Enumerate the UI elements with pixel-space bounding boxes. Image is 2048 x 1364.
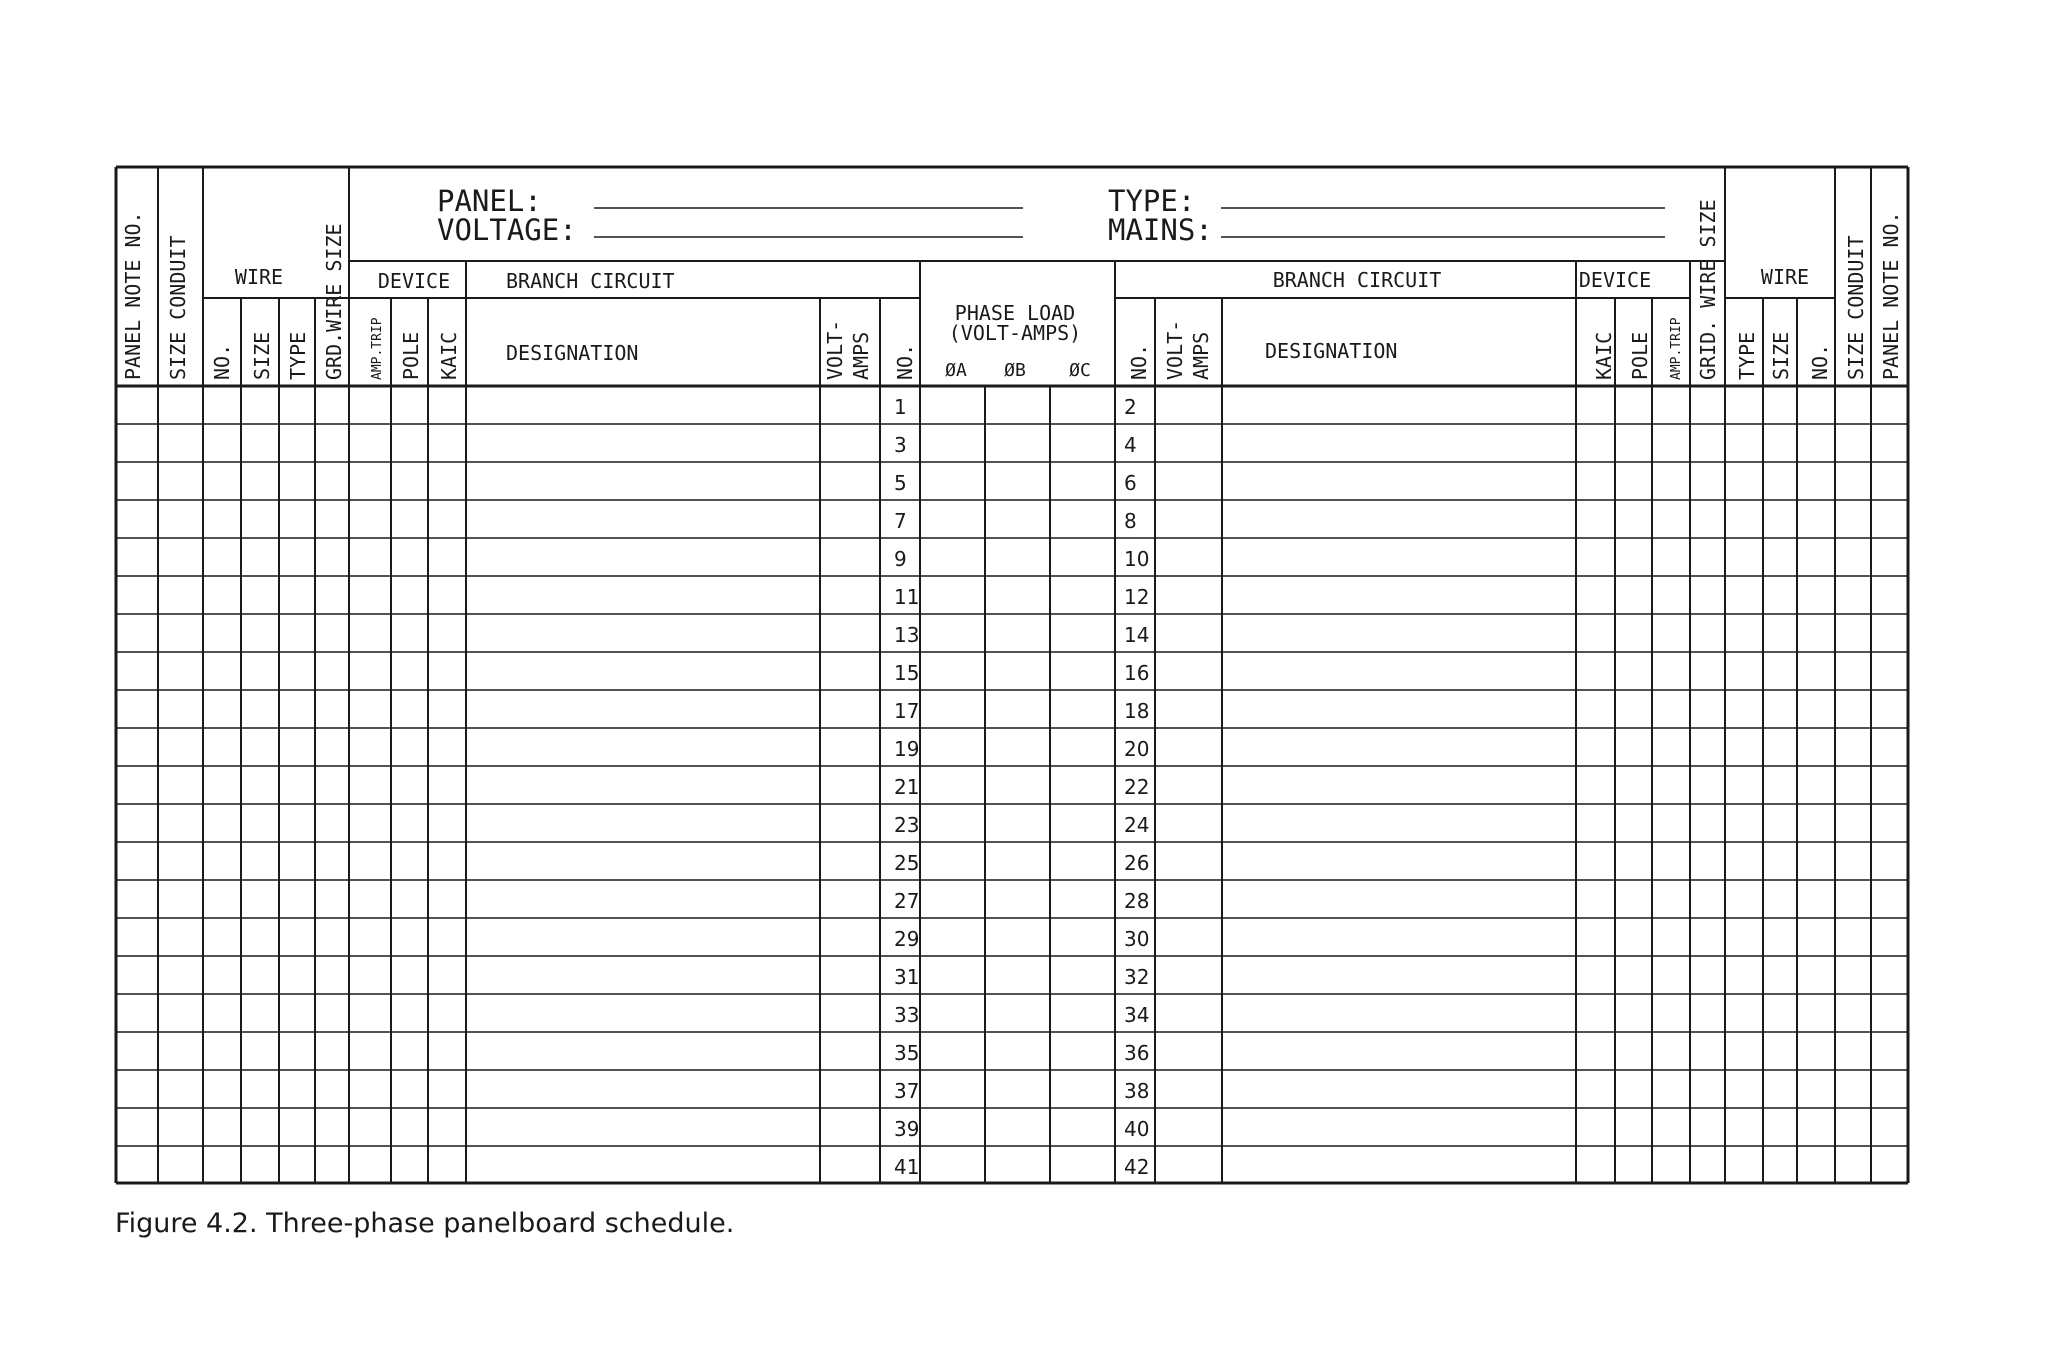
circuit-number-even: 30 (1124, 927, 1150, 951)
circuit-number-even: 2 (1124, 395, 1137, 419)
left-circuit-no-header: NO. (893, 343, 917, 380)
left-wire-no-header: NO. (210, 343, 234, 380)
right-wire-type-header: TYPE (1735, 331, 1759, 380)
left-amp-trip-header: AMP.TRIP (370, 317, 385, 380)
right-device-header: DEVICE (1578, 268, 1652, 292)
panel-label: PANEL: (437, 184, 542, 218)
circuit-number-odd: 17 (894, 699, 920, 723)
right-pole-header: POLE (1628, 331, 1652, 380)
circuit-number-even: 16 (1124, 661, 1150, 685)
circuit-number-even: 18 (1124, 699, 1150, 723)
right-wire-no-header: NO. (1808, 343, 1832, 380)
left-wire-size-header: SIZE (250, 331, 274, 380)
circuit-number-odd: 41 (894, 1155, 920, 1179)
right-panel-note-no-header: PANEL NOTE NO. (1879, 211, 1903, 380)
circuit-number-even: 6 (1124, 471, 1137, 495)
circuit-number-even: 4 (1124, 433, 1137, 457)
left-pole-header: POLE (399, 331, 423, 380)
phase-a-header: ØA (945, 360, 967, 381)
circuit-number-odd: 31 (894, 965, 920, 989)
circuit-number-odd: 3 (894, 433, 907, 457)
circuit-number-even: 34 (1124, 1003, 1150, 1027)
left-wire-header: WIRE (234, 265, 284, 289)
circuit-number-odd: 29 (894, 927, 920, 951)
circuit-number-odd: 15 (894, 661, 920, 685)
circuit-number-odd: 7 (894, 509, 907, 533)
circuit-number-odd: 39 (894, 1117, 920, 1141)
circuit-number-odd: 9 (894, 547, 907, 571)
figure-caption: Figure 4.2. Three-phase panelboard schedule. (115, 1208, 735, 1239)
circuit-number-even: 22 (1124, 775, 1150, 799)
right-circuit-no-header: NO. (1127, 343, 1151, 380)
phase-load-title: PHASE LOAD (954, 301, 1076, 325)
circuit-number-odd: 35 (894, 1041, 920, 1065)
circuit-number-even: 8 (1124, 509, 1137, 533)
circuit-number-odd: 25 (894, 851, 920, 875)
left-volt-amps-header-2: AMPS (849, 331, 873, 380)
phase-c-header: ØC (1069, 360, 1091, 381)
right-grd-wire-size-header: GRID. WIRE SIZE (1696, 199, 1720, 380)
circuit-number-even: 14 (1124, 623, 1150, 647)
circuit-number-odd: 23 (894, 813, 920, 837)
right-wire-size-header: SIZE (1769, 331, 1793, 380)
right-kaic-header: KAIC (1592, 331, 1616, 380)
circuit-number-even: 28 (1124, 889, 1150, 913)
circuit-number-even: 36 (1124, 1041, 1150, 1065)
circuit-number-even: 10 (1124, 547, 1150, 571)
circuit-number-even: 32 (1124, 965, 1150, 989)
right-branch-circuit-header: BRANCH CIRCUIT (1272, 268, 1442, 292)
right-volt-amps-header-1: VOLT- (1163, 319, 1187, 380)
left-device-header: DEVICE (377, 269, 451, 293)
circuit-number-even: 20 (1124, 737, 1150, 761)
phase-load-units: (VOLT-AMPS) (948, 321, 1082, 345)
circuit-number-even: 12 (1124, 585, 1150, 609)
circuit-number-odd: 19 (894, 737, 920, 761)
circuit-number-odd: 11 (894, 585, 920, 609)
circuit-number-even: 26 (1124, 851, 1150, 875)
right-amp-trip-header: AMP.TRIP (1669, 317, 1684, 380)
phase-b-header: ØB (1004, 360, 1026, 381)
left-designation-header: DESIGNATION (506, 341, 639, 365)
circuit-number-even: 42 (1124, 1155, 1150, 1179)
left-grd-wire-size-header: GRD.WIRE SIZE (322, 223, 346, 380)
left-panel-note-no-header: PANEL NOTE NO. (121, 211, 145, 380)
circuit-number-even: 40 (1124, 1117, 1150, 1141)
circuit-number-odd: 13 (894, 623, 920, 647)
circuit-number-odd: 5 (894, 471, 907, 495)
left-kaic-header: KAIC (437, 331, 461, 380)
circuit-number-odd: 37 (894, 1079, 920, 1103)
right-volt-amps-header-2: AMPS (1189, 331, 1213, 380)
left-branch-circuit-header: BRANCH CIRCUIT (506, 269, 675, 293)
left-wire-type-header: TYPE (286, 331, 310, 380)
circuit-number-odd: 27 (894, 889, 920, 913)
circuit-number-odd: 33 (894, 1003, 920, 1027)
right-size-conduit-header: SIZE CONDUIT (1844, 235, 1868, 380)
voltage-label: VOLTAGE: (437, 213, 577, 247)
type-label: TYPE: (1108, 184, 1196, 218)
circuit-number-odd: 21 (894, 775, 920, 799)
circuit-number-odd: 1 (894, 395, 907, 419)
left-size-conduit-header: SIZE CONDUIT (166, 235, 190, 380)
right-wire-header: WIRE (1760, 265, 1810, 289)
circuit-number-even: 24 (1124, 813, 1150, 837)
mains-label: MAINS: (1108, 213, 1213, 247)
left-volt-amps-header-1: VOLT- (823, 319, 847, 380)
right-designation-header: DESIGNATION (1265, 339, 1398, 363)
circuit-number-even: 38 (1124, 1079, 1150, 1103)
